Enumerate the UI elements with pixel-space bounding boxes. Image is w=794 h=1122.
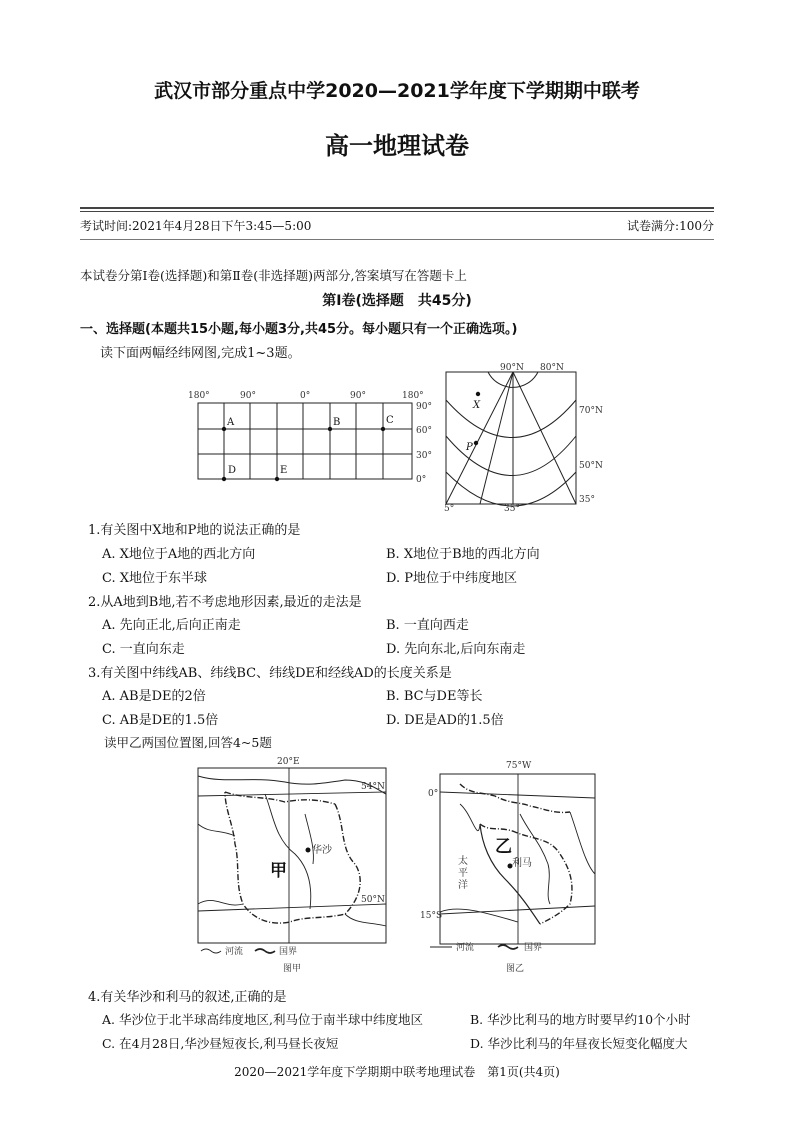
map-yi-country-label: 乙 [495,837,512,857]
map-jia-country-label: 甲 [270,861,287,881]
lead-text-2: 读甲乙两国位置图,回答4~5题 [104,735,272,750]
question-1-option-d: D. P地位于中纬度地区 [386,571,517,586]
grid-point-label: D [228,465,237,476]
question-3-option-a: A. AB是DE的2倍 [102,689,206,704]
question-4-option-d: D. 华沙比利马的年昼夜长短变化幅度大 [470,1036,688,1051]
polar-label: 90°N [500,363,524,373]
question-3-option-d: D. DE是AD的1.5倍 [386,713,504,728]
question-1-stem: 1.有关图中X地和P地的说法正确的是 [88,523,301,538]
map-yi-legend [430,941,542,953]
polar-point-label: P [466,442,473,453]
question-4-option-b: B. 华沙比利马的地方时要早约10个小时 [470,1012,691,1027]
lead-text-1: 读下面两幅经纬网图,完成1~3题。 [100,346,301,361]
polar-label: 50°N [579,461,603,471]
exam-time: 考试时间:2021年4月28日下午3:45—5:00 [80,219,312,233]
grid-lon-label: 180° [402,391,424,401]
grid-point-label: C [386,415,394,426]
polar-label: 80°N [540,363,564,373]
map-yi-lon-label: 75°W [506,761,532,771]
exam-subtitle: 高一地理试卷 [325,132,469,160]
question-1-option-b: B. X地位于B地的西北方向 [386,547,540,562]
question-2-option-b: B. 一直向西走 [386,618,469,633]
polar-label: 70°N [579,406,603,416]
grid-lon-label: 90° [350,391,366,401]
header-rule-thick [80,207,714,209]
map-jia-legend-river: 河流 [225,947,244,957]
section-instruction: 一、选择题(本题共15小题,每小题3分,共45分。每小题只有一个正确选项。) [80,322,518,337]
map-jia-legend [201,945,297,957]
map-yi [420,754,600,976]
map-yi-ocean-label: 平 [458,868,468,879]
header-rule-thin [80,211,714,212]
grid-lat-label: 60° [416,426,432,436]
question-4-option-a: A. 华沙位于北半球高纬度地区,利马位于南半球中纬度地区 [102,1012,423,1027]
question-4-stem: 4.有关华沙和利马的叙述,正确的是 [88,990,287,1005]
question-2-option-c: C. 一直向东走 [102,642,185,657]
question-2-option-d: D. 先向东北,后向东南走 [386,642,526,657]
polar-label: 35° [579,495,595,505]
question-1-option-a: A. X地位于A地的西北方向 [102,547,256,562]
map-yi-lat-label: 15°S [420,911,443,921]
question-3-stem: 3.有关图中纬线AB、纬线BC、纬线DE和经线AD的长度关系是 [88,666,452,681]
page-footer: 2020—2021学年度下学期期中联考地理试卷 第1页(共4页) [234,1065,560,1079]
map-jia-legend-border: 国界 [279,947,298,957]
map-yi-legend-border: 国界 [524,943,543,953]
map-jia [195,754,400,976]
grid-point-label: A [227,417,235,428]
intro-text: 本试卷分第Ⅰ卷(选择题)和第Ⅱ卷(非选择题)两部分,答案填写在答题卡上 [80,268,467,283]
polar-point-label: X [473,400,481,411]
question-4-option-c: C. 在4月28日,华沙昼短夜长,利马昼长夜短 [102,1036,339,1051]
grid-point-label: E [280,465,288,476]
grid-lon-label: 180° [188,391,210,401]
grid-lat-label: 30° [416,451,432,461]
grid-lon-label: 90° [240,391,256,401]
grid-lat-label: 90° [416,402,432,412]
map-yi-ocean-label: 太 [458,856,468,867]
map-jia-city-label: 华沙 [312,845,332,856]
grid-lat-label: 0° [416,475,427,485]
question-3-option-c: C. AB是DE的1.5倍 [102,713,219,728]
map-yi-legend-river: 河流 [456,943,475,953]
grid-point-label: B [333,417,341,428]
map-yi-city-label: 利马 [512,858,532,869]
map-yi-ocean-label: 洋 [458,880,468,891]
grid-lon-label: 0° [300,391,311,401]
section-title: 第Ⅰ卷(选择题 共45分) [322,293,472,309]
polar-label: 5° [444,504,455,512]
map-jia-caption: 图甲 [283,964,302,974]
grid-map [180,385,440,490]
map-yi-lat-label: 0° [428,789,439,799]
question-2-option-a: A. 先向正北,后向正南走 [102,618,241,633]
question-1-option-c: C. X地位于东半球 [102,571,208,586]
polar-map [440,360,615,512]
full-score: 试卷满分:100分 [627,219,714,233]
map-jia-lat-label: 54°N [361,782,385,792]
exam-title: 武汉市部分重点中学2020—2021学年度下学期期中联考 [154,80,640,102]
map-jia-lon-label: 20°E [277,757,300,767]
question-3-option-b: B. BC与DE等长 [386,689,483,704]
map-jia-lat-label: 50°N [361,895,385,905]
question-2-stem: 2.从A地到B地,若不考虑地形因素,最近的走法是 [88,595,362,610]
map-yi-caption: 图乙 [506,964,525,974]
header-rule-bottom [80,239,714,240]
polar-label: 35° [504,504,520,512]
